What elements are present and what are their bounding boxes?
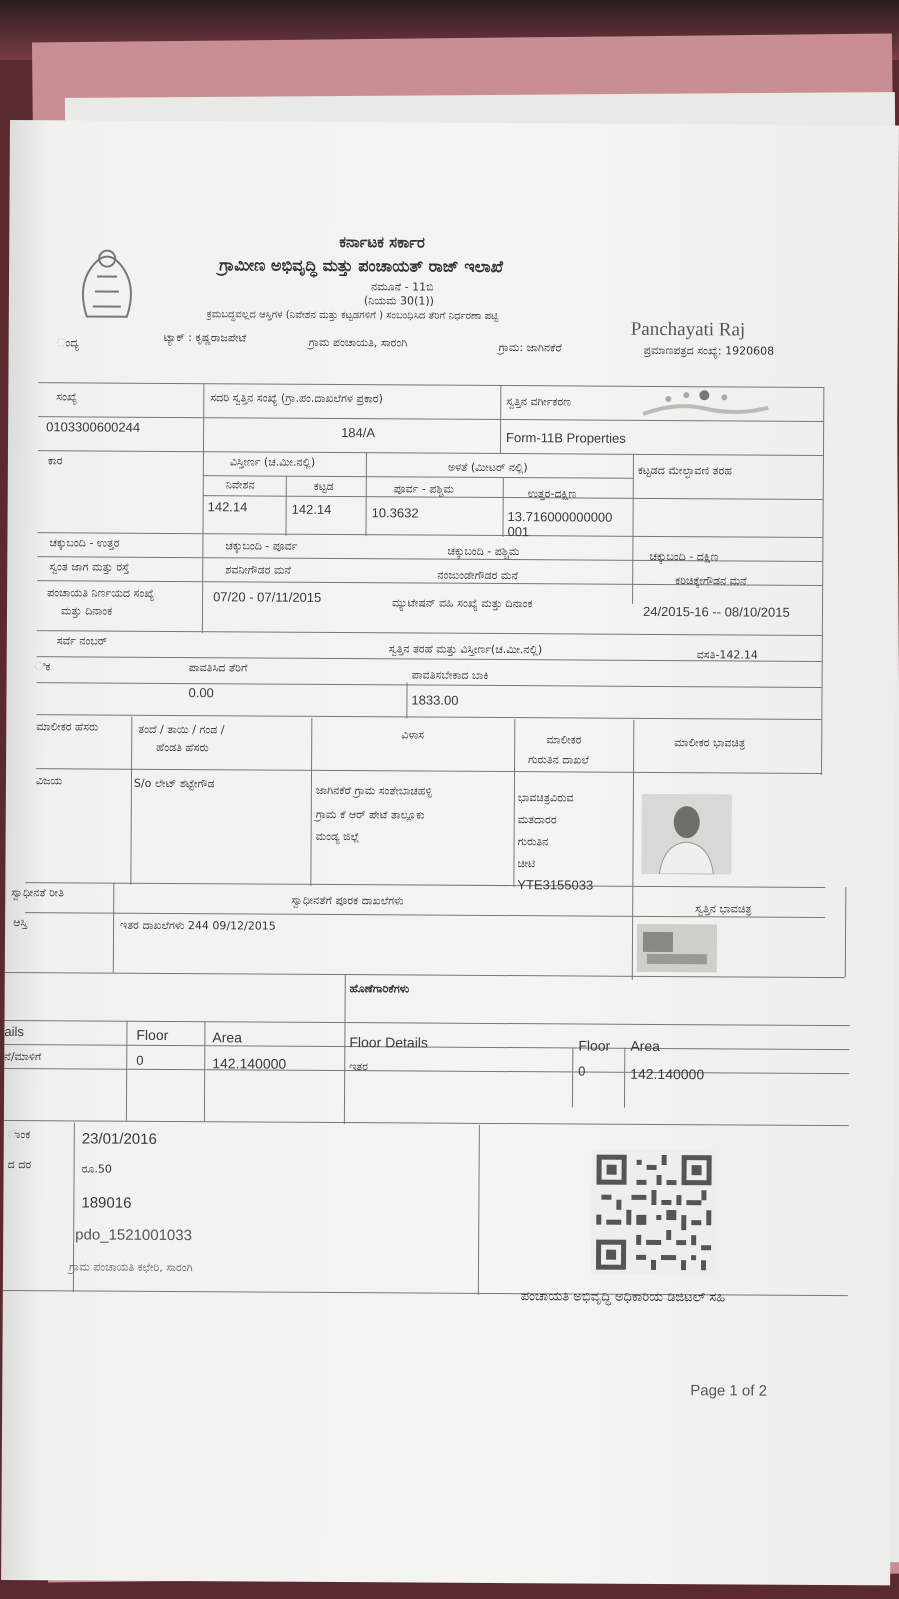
rule	[203, 495, 823, 500]
owner-relation: S/o ಲೇಟ್ ಶಟ್ಟೇಗೌಡ	[133, 776, 215, 791]
rule	[4, 1020, 849, 1026]
label-address: ವಿಳಾಸ	[401, 728, 425, 742]
property-class: Form-11B Properties	[506, 430, 626, 446]
header-village: ಗ್ರಾಮ: ಜಾಗಿನಕೆರೆ	[498, 340, 562, 355]
north-south-value-cont: 001	[507, 524, 530, 540]
rule	[632, 720, 635, 980]
rule	[36, 714, 821, 720]
label-id-cont: ಗುರುತಿನ ದಾಖಲೆ	[528, 753, 589, 767]
label-date: ಾಂಕ	[7, 1128, 31, 1142]
label-site: ನಿವೇಶನ	[225, 478, 255, 492]
label-north-south: ಉತ್ತರ-ದಕ್ಷಿಣ	[527, 487, 577, 501]
label-tax-frag: ಿಕ	[34, 660, 51, 674]
digital-signature-label: ಪಂಚಾಯತಿ ಅಭಿವೃದ್ಧಿ ಅಧಿಕಾರಿಯ ಡಿಜಿಟಲ್ ಸಹಿ	[520, 1289, 726, 1306]
rule	[37, 630, 822, 636]
north-south-value: 13.716000000000	[507, 509, 613, 525]
rule	[38, 450, 823, 456]
label-west: ಚಕ್ಕುಬಂದಿ - ಪಶ್ಚಿಮ	[447, 544, 520, 559]
east-west-value: 10.3632	[371, 505, 419, 521]
label-type: ಕಾರ	[47, 454, 63, 468]
label-property-number: ಸದರಿ ಸ್ವತ್ತಿನ ಸಂಖ್ಯೆ (ಗ್ರಾ.ಪಂ.ದಾಖಲೆಗಳ ಪ್ರಕಾರ)	[210, 391, 383, 406]
fee: ರೂ.50	[81, 1162, 112, 1176]
logo-text: Panchayati Raj	[630, 318, 746, 341]
label-north: ಚಕ್ಕುಬಂದಿ - ಉತ್ತರ	[49, 536, 120, 550]
issue-date: 23/01/2016	[81, 1130, 157, 1148]
rule	[624, 1048, 625, 1108]
property-photo	[637, 924, 717, 972]
label-owner-photo: ಮಾಲೀಕರ ಭಾವಚಿತ್ರ	[674, 736, 746, 750]
rule	[310, 718, 312, 886]
header-gp: ಗ್ರಾಮ ಪಂಚಾಯತಿ, ಸಾರಂಗಿ	[308, 335, 408, 350]
header-taluk: ಟ್ಯಾಕ್ : ಕೃಷ್ಣರಾಜಪೇಟೆ	[163, 330, 247, 345]
header-left-frag: ಂದ್ಯ	[56, 336, 79, 350]
owner-id-4: ಚೀಟಿ	[517, 857, 536, 871]
rule	[37, 682, 822, 688]
rule	[365, 452, 367, 536]
property-id: 0103300600244	[46, 419, 141, 435]
document-page	[1, 120, 899, 1585]
header-rule: (ನಿಯಮ 30(1))	[363, 294, 434, 308]
floors-left-header: ails	[4, 1023, 24, 1040]
north-value: ಸ್ವಂತ ಜಾಗ ಮತ್ತು ರಸ್ತೆ	[49, 560, 130, 574]
rule	[203, 475, 633, 479]
rule	[821, 387, 824, 775]
rule	[632, 454, 634, 604]
owner-id-3: ಗುರುತಿನ	[517, 835, 549, 849]
rule	[845, 887, 847, 977]
floors-left-floor: 0	[136, 1052, 144, 1068]
owner-photo-icon	[641, 794, 731, 875]
possession-docs: ಇತರ ದಾಖಲೆಗಳು 244 09/12/2015	[120, 918, 276, 933]
building-area: 142.14	[291, 501, 332, 517]
resolution-value: 07/20 - 07/11/2015	[213, 589, 322, 605]
tax-due: 1833.00	[411, 692, 459, 708]
site-area: 142.14	[207, 499, 248, 515]
label-owner-name: ಮಾಲೀಕರ ಹೆಸರು	[36, 720, 99, 734]
pdo-id: pdo_1521001033	[75, 1226, 193, 1245]
owner-address-1: ಜಾಗಿನಕೆರೆ ಗ್ರಾಮ ಸಂತೇಬಾಚಹಳ್ಳಿ	[315, 783, 433, 798]
header-form: ನಮೂನೆ - 11ಬಿ	[370, 280, 434, 294]
label-rate: ದ ದರ	[7, 1158, 32, 1172]
west-value: ನಂಜುಂಡೇಗೌಡರ ಮನೆ	[437, 568, 519, 583]
floor-header-left: Floor	[136, 1026, 169, 1043]
label-south: ಚಕ್ಕುಬಂದಿ - ದಕ್ಷಿಣ	[649, 549, 719, 564]
label-possession: ಸ್ವಾಧೀನತೆ ರೀತಿ	[11, 886, 64, 900]
rule	[204, 1021, 206, 1121]
label-relation-cont: ಹೆಂಡತಿ ಹೆಸರು	[156, 740, 209, 755]
rule	[478, 1125, 480, 1295]
rule	[513, 719, 515, 887]
rule	[126, 1021, 128, 1121]
owner-address-2: ಗ್ರಾಮ ಕೆ ಆರ್ ಪೇಟೆ ತಾಲ್ಲೂಕು	[315, 807, 425, 822]
east-value: ಶವನೀಗೌಡರ ಮನೆ	[225, 563, 292, 577]
rule	[406, 682, 407, 718]
label-dimensions: ಅಳತೆ (ಮೀಟರ್ ನಲ್ಲಿ)	[447, 460, 528, 475]
label-resolution-date: ಮತ್ತು ದಿನಾಂಕ	[60, 604, 113, 618]
label-property-photo: ಸ್ವತ್ತಿನ ಭಾವಚಿತ್ರ	[695, 902, 752, 916]
label-building: ಕಟ್ಟಡ	[313, 479, 334, 493]
panchayati-raj-logo-icon	[638, 389, 778, 420]
property-type-value: ವಸತಿ-142.14	[696, 648, 758, 662]
qr-code	[591, 1150, 717, 1276]
page-number: Page 1 of 2	[690, 1382, 768, 1400]
owner-photo	[641, 794, 731, 875]
area-header-right: Area	[630, 1037, 660, 1054]
office-name: ಗ್ರಾಮ ಪಂಚಾಯತಿ ಕಛೇರಿ, ಸಾರಂಗಿ	[68, 1260, 193, 1275]
label-classification: ಸ್ವತ್ತಿನ ವರ್ಗೀಕರಣ	[506, 395, 572, 409]
rule	[500, 385, 501, 453]
label-resolution: ಪಂಚಾಯತಿ ನಿರ್ಣಯದ ಸಂಖ್ಯೆ	[47, 586, 155, 600]
rule	[37, 532, 822, 538]
label-east-west: ಪೂರ್ವ - ಪಶ್ಚಿಮ	[393, 482, 454, 496]
label-area: ವಿಸ್ತೀರ್ಣ (ಚ.ಮೀ.ನಲ್ಲಿ)	[229, 455, 316, 469]
panchayati-raj-logo	[638, 389, 778, 435]
label-id: ಮಾಲೀಕರ	[546, 733, 582, 747]
label-roof: ಕಟ್ಟಡದ ಮೇಲ್ಛಾವಣಿ ತರಹ	[637, 463, 733, 478]
header-cert-no: ಪ್ರಮಾಣಪತ್ರದ ಸಂಖ್ಯೆ: 1920608	[643, 343, 775, 358]
floors-left-type: ನೆ/ಮಾಳಿಗೆ	[4, 1049, 42, 1064]
label-possession-docs: ಸ್ವಾಧೀನತೆಗೆ ಪೂರಕ ದಾಖಲೆಗಳು	[291, 893, 404, 908]
state-emblem-icon	[67, 236, 148, 326]
label-mutation: ಮ್ಯುಟೇಷನ್ ವಹಿ ಸಂಖ್ಯೆ ಮತ್ತು ದಿನಾಂಕ	[392, 596, 533, 611]
receipt-number: 189016	[81, 1194, 132, 1212]
rule	[4, 1120, 849, 1126]
header-subtitle: ಕ್ರಮಬದ್ಧವಲ್ಲದ ಆಸ್ತಿಗಳ (ನಿವೇಶನ ಮತ್ತು ಕಟ್ಟಡಗಳಿಗೆ ) ಸಂಬಂಧಿಸಿದ ತೆರಿಗೆ ನಿರ್ಧರಣಾ ಪಟ್ಟಿ	[206, 309, 499, 322]
property-number: 184/A	[341, 425, 376, 441]
floor-details-header: Floor Details	[349, 1034, 429, 1051]
possession-frag: ಆಸ್ತಿ	[13, 916, 28, 930]
rule	[130, 717, 132, 885]
floors-right-area: 142.140000	[630, 1065, 705, 1083]
rule	[5, 972, 845, 978]
south-value: ಕರಿಚಿಕ್ಕೇಗೌಡನ ಮನೆ	[675, 574, 747, 588]
label-property-type: ಸ್ವತ್ತಿನ ತರಹೆ ಮತ್ತು ವಿಸ್ತೀರ್ಣ(ಚ.ಮೀ.ನಲ್ಲಿ)	[388, 642, 543, 657]
owner-name: ವಿಜಯ	[35, 774, 63, 788]
header-govt: ಕರ್ನಾಟಕ ಸರ್ಕಾರ	[339, 233, 425, 252]
rule	[38, 382, 823, 388]
owner-address-3: ಮಂಡ್ಯ ಜಿಲ್ಲೆ	[315, 829, 360, 844]
property-photo-icon	[637, 924, 717, 972]
rule	[572, 1047, 573, 1107]
rule	[285, 476, 286, 536]
rule	[502, 477, 503, 537]
rule	[25, 882, 825, 888]
rule	[344, 974, 346, 1124]
label-no: ಸಂಖ್ಯೆ	[56, 390, 78, 404]
qr-code-icon	[591, 1150, 717, 1276]
owner-id-2: ಮತದಾರರ	[517, 813, 557, 827]
floors-right-floor: 0	[578, 1063, 586, 1079]
label-east: ಚಕ್ಕುಬಂದಿ - ಪೂರ್ವ	[225, 539, 298, 553]
floors-right-type: ಇತರ	[349, 1060, 369, 1074]
owner-id-1: ಭಾವಚಿತ್ರವಿರುವ	[517, 791, 574, 805]
rule	[202, 383, 205, 633]
label-tax-paid: ಪಾವತಿಸಿದ ತೆರಿಗೆ	[188, 661, 248, 675]
area-header-left: Area	[212, 1029, 243, 1046]
rule	[36, 768, 821, 774]
floor-header-right: Floor	[578, 1037, 611, 1054]
rule	[113, 883, 115, 973]
label-survey: ಸರ್ವೆ ನಂಬರ್	[56, 634, 108, 648]
label-tax-due: ಪಾವತಿಸಬೇಕಾದ ಬಾಕಿ	[411, 668, 489, 682]
rule	[4, 1068, 849, 1074]
tax-paid: 0.00	[188, 685, 214, 701]
header-dept: ಗ್ರಾಮೀಣ ಅಭಿವೃದ್ಧಿ ಮತ್ತು ಪಂಚಾಯತ್ ರಾಜ್ ಇಲಾಖೆ	[219, 255, 504, 277]
floors-left-area: 142.140000	[212, 1055, 287, 1072]
label-relation: ತಂದೆ / ತಾಯಿ / ಗಂಡ /	[138, 722, 225, 737]
label-liabilities: ಹೊಣೆಗಾರಿಕೆಗಳು	[349, 982, 410, 996]
mutation-value: 24/2015-16 -- 08/10/2015	[642, 603, 790, 620]
owner-voter-id: YTE3155033	[517, 877, 594, 893]
